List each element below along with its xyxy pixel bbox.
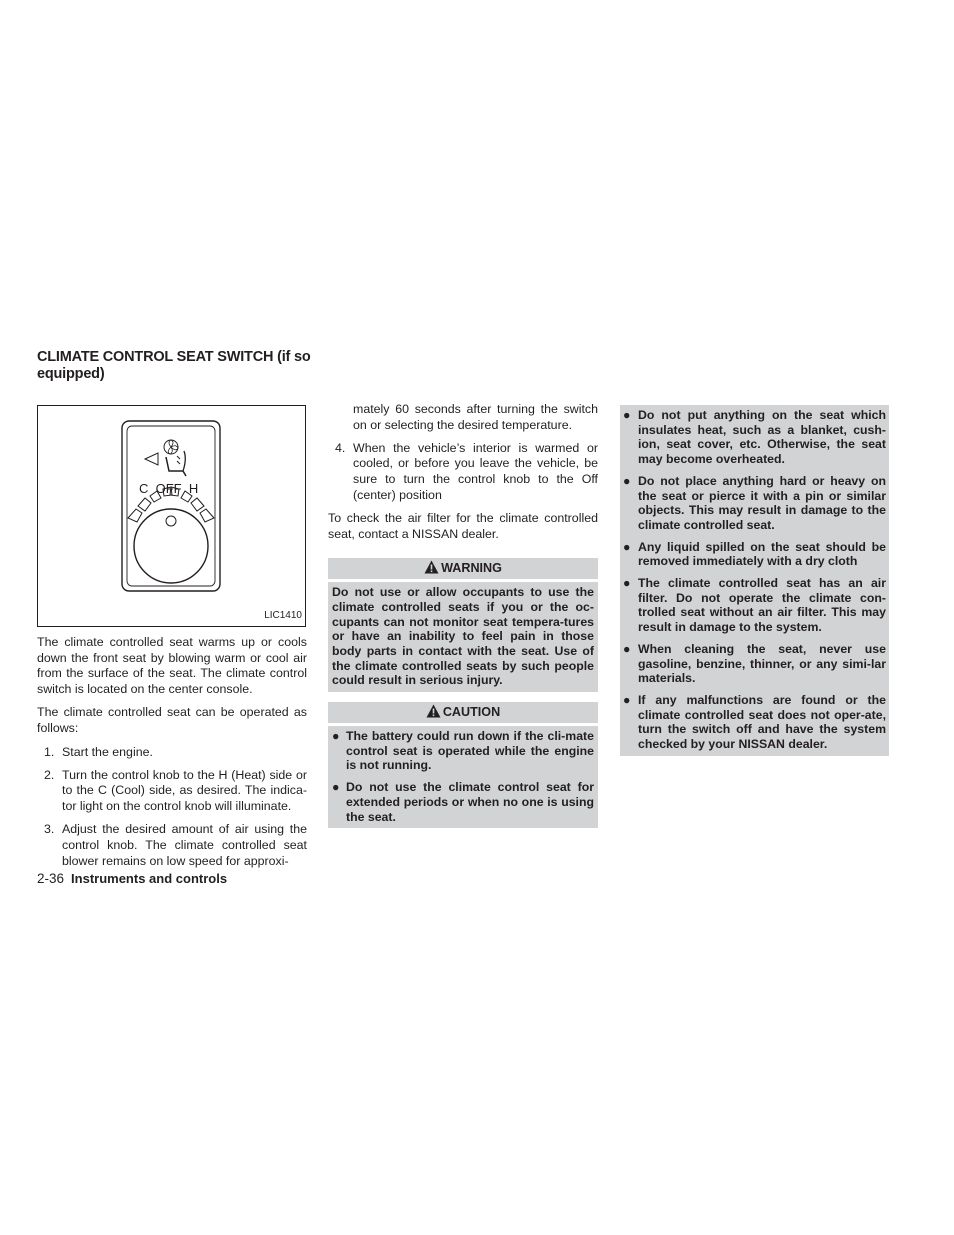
caution-triangle-icon — [426, 704, 441, 725]
knob-scale-text: C OFF H — [139, 481, 199, 496]
bullet-text: Do not use the climate control seat for extended periods or when no one is using the seat. — [346, 780, 594, 824]
intro-paragraph: The climate controlled seat warms up or cools down the front seat by blowing warm or cool air from the surface of the seat. The climate control switch is located on the center console. — [37, 635, 307, 696]
bullet-icon: ● — [332, 780, 340, 795]
column-1 — [37, 405, 307, 877]
bullet-icon: ● — [623, 473, 631, 488]
bullet-icon: ● — [623, 539, 631, 554]
list-item — [623, 540, 886, 569]
steps-list-continued — [328, 441, 598, 503]
seat-fan-icon — [164, 440, 186, 476]
caution-bullets — [332, 729, 594, 824]
bullet-text: Any liquid spilled on the seat should be removed immediately with a dry cloth — [638, 539, 886, 569]
caution-continued-body — [620, 405, 889, 756]
list-item — [332, 780, 594, 824]
list-item — [37, 822, 307, 869]
bullet-icon: ● — [623, 641, 631, 656]
steps-list — [37, 745, 307, 870]
list-item — [332, 729, 594, 773]
intro-paragraph: The climate controlled seat can be operated as follows: — [37, 705, 307, 735]
column-3 — [620, 405, 889, 756]
bullet-text: If any malfunctions are found or the climate controlled seat does not oper-ate, turn the switch off and have the system checked by your NISSAN dealer. — [638, 692, 886, 752]
caution-title-bar — [328, 702, 598, 723]
bullet-icon: ● — [623, 576, 631, 591]
step-number: 2. — [44, 767, 55, 782]
bullet-text: The climate controlled seat has an air filter. Do not operate the climate con-trolled seat without an air filter. This may result in damage to the system. — [638, 576, 886, 635]
control-knob-icon[interactable] — [134, 509, 208, 583]
warning-title-bar — [328, 558, 598, 579]
page-footer — [37, 871, 227, 886]
climate-switch-figure — [37, 405, 306, 627]
bullet-icon: ● — [623, 408, 631, 422]
step-number: 4. — [335, 440, 346, 455]
list-item — [623, 576, 886, 635]
bullet-text: Do not put anything on the seat which insulates heat, such as a blanket, cush-ion, seat cover, etc. Otherwise, the seat may become overheated. — [638, 408, 886, 467]
bullet-text: The battery could run down if the cli-mate control seat is operated while the engine is not running. — [346, 729, 594, 773]
column-2 — [328, 402, 598, 828]
step-3-continued: mately 60 seconds after turning the switch on or selecting the desired temperature. — [353, 402, 598, 432]
climate-switch-illustration — [38, 406, 305, 626]
list-item — [623, 474, 886, 533]
warning-text: Do not use or allow occupants to use the climate controlled seats if you or the oc-cupants can not monitor seat tempera-tures or have an inability to feel pain in those body parts in contact with the seat. Use of the climate controlled seats by such people could result in serious injury. — [328, 582, 598, 692]
section-heading: CLIMATE CONTROL SEAT SWITCH (if so equipped) — [37, 349, 311, 382]
step-text: Turn the control knob to the H (Heat) side or to the C (Cool) side, as desired. The indica-tor light on the control knob will illuminate. — [62, 767, 307, 814]
page-number: 2-36 — [37, 871, 65, 886]
list-item — [623, 642, 886, 686]
list-item — [37, 768, 307, 815]
figure-label: LIC1410 — [264, 610, 302, 622]
list-item — [623, 693, 886, 752]
caution-continued-bullets — [623, 408, 886, 752]
warning-title: WARNING — [441, 561, 502, 576]
warning-triangle-icon — [424, 560, 439, 581]
arrow-left-icon — [145, 453, 158, 465]
bullet-text: Do not place anything hard or heavy on the seat or pierce it with a pin or similar objects. This may result in damage to the climate controlled seat. — [638, 473, 886, 532]
step-text: Adjust the desired amount of air using the control knob. The climate controlled seat blower remains on low speed for approxi- — [62, 822, 307, 868]
caution-title: CAUTION — [442, 705, 501, 720]
caution-body — [328, 726, 598, 828]
step-text: When the vehicle’s interior is warmed or cooled, or before you leave the vehicle, be sure to turn the control knob to the Off (center) position — [353, 440, 598, 502]
footer-section-title: Instruments and controls — [71, 871, 228, 886]
bullet-text: When cleaning the seat, never use gasoline, benzine, thinner, or any simi-lar materials. — [638, 641, 886, 686]
step-number: 3. — [44, 822, 55, 837]
step-number: 1. — [44, 744, 55, 759]
step-text: Start the engine. — [62, 744, 153, 759]
list-item — [37, 745, 307, 761]
bullet-icon: ● — [332, 729, 340, 744]
bullet-icon: ● — [623, 692, 631, 707]
air-filter-note: To check the air filter for the climate controlled seat, contact a NISSAN dealer. — [328, 510, 598, 541]
list-item — [623, 408, 886, 467]
list-item — [328, 441, 598, 503]
